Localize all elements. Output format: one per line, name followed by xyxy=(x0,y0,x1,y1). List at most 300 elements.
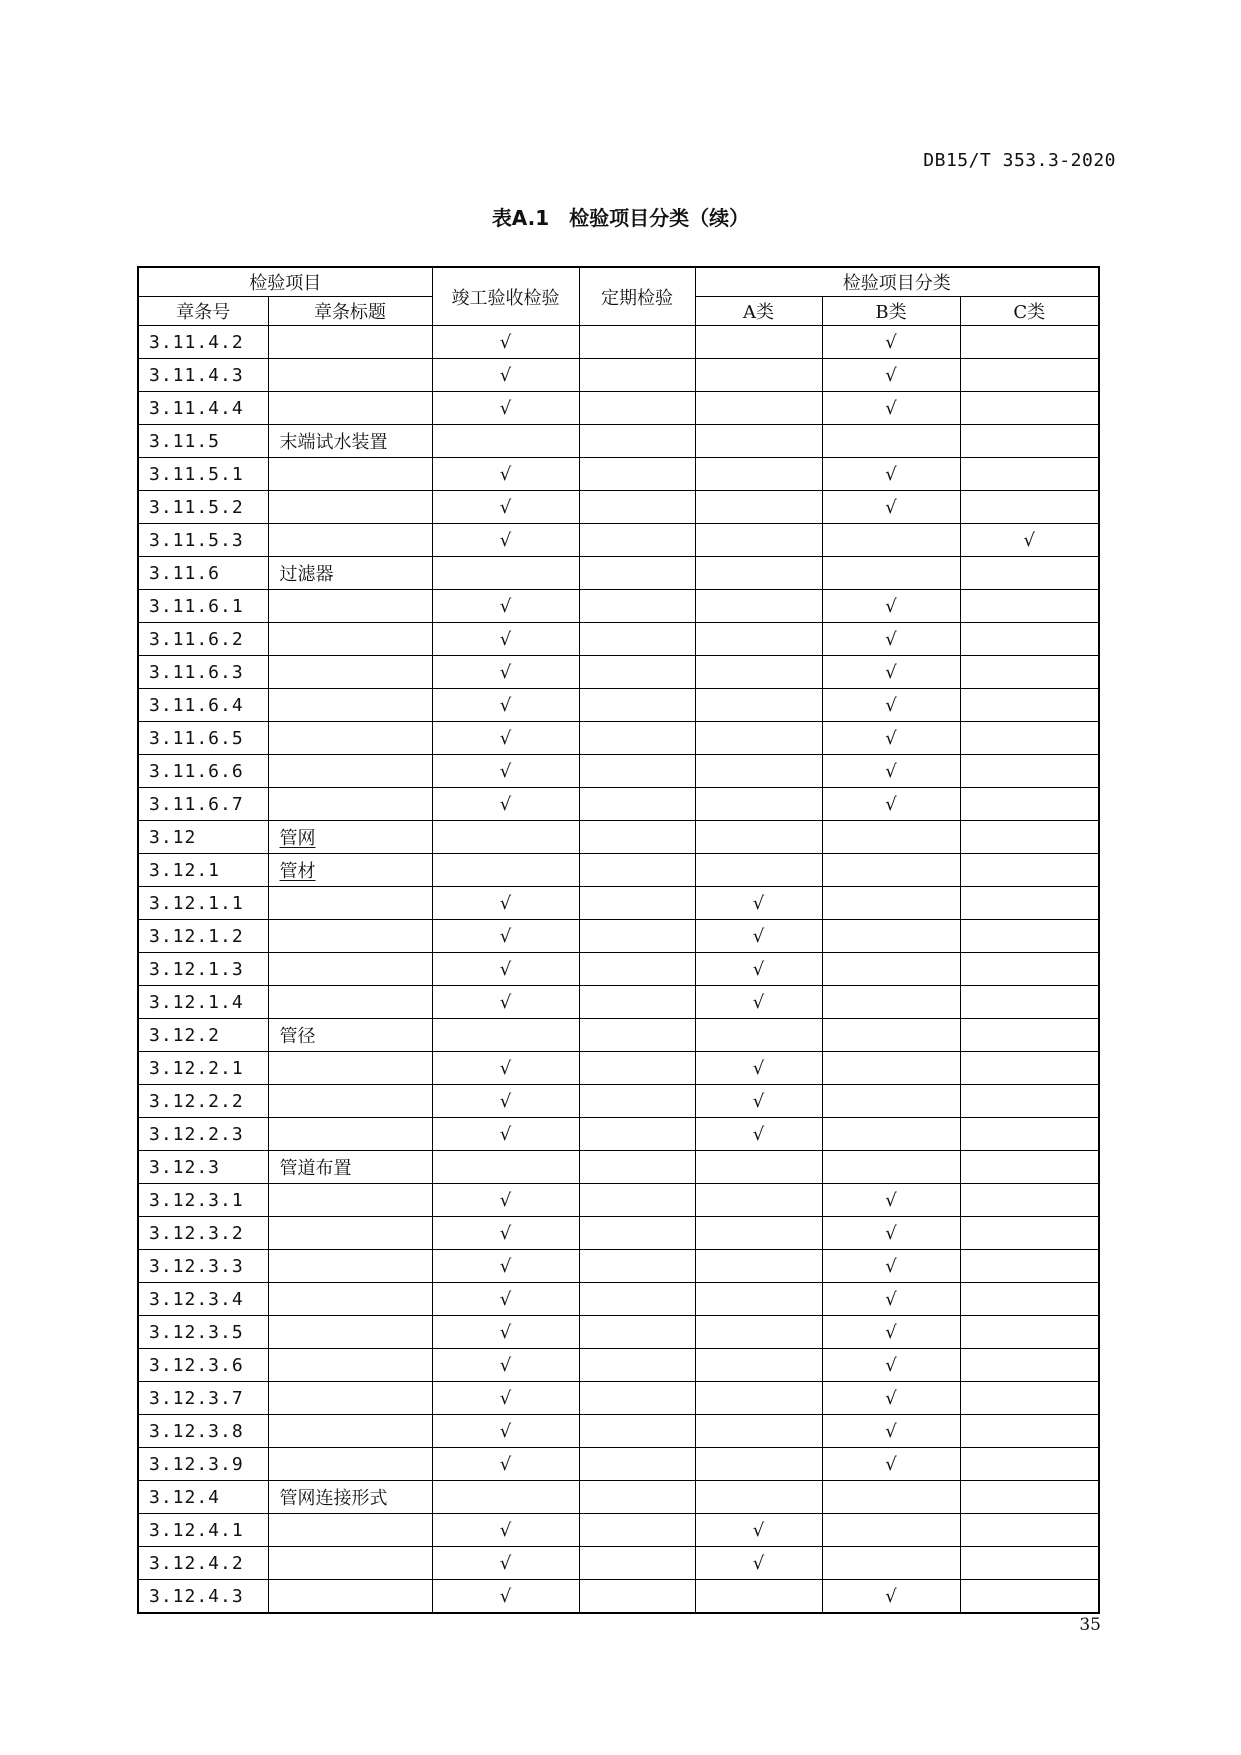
table-row xyxy=(138,1580,1099,1614)
check-mark-icon: √ xyxy=(499,727,512,749)
completion-check-cell xyxy=(432,326,579,359)
class-a-check-cell xyxy=(695,1283,822,1316)
class-b-check-cell xyxy=(822,1250,960,1283)
completion-check-cell xyxy=(432,755,579,788)
clause-title-cell xyxy=(268,1547,432,1580)
class-c-check-cell xyxy=(960,1316,1099,1349)
check-mark-icon: √ xyxy=(499,1090,512,1112)
clause-title-cell xyxy=(268,854,432,887)
clause-title-cell xyxy=(268,1415,432,1448)
check-mark-icon: √ xyxy=(499,1222,512,1244)
clause-number-cell: 3.12.2.1 xyxy=(138,1052,268,1085)
class-b-check-cell xyxy=(822,689,960,722)
check-mark-icon: √ xyxy=(885,694,897,716)
completion-check-cell xyxy=(432,359,579,392)
clause-title-cell xyxy=(268,1349,432,1382)
check-mark-icon: √ xyxy=(885,1255,897,1277)
class-a-check-cell xyxy=(695,557,822,590)
table-row xyxy=(138,1382,1099,1415)
class-a-check-cell xyxy=(695,1250,822,1283)
class-a-check-cell xyxy=(695,359,822,392)
check-mark-icon: √ xyxy=(499,661,512,683)
clause-number-cell: 3.12.4.1 xyxy=(138,1514,268,1547)
table-row xyxy=(138,1481,1099,1514)
header-classification-group: 检验项目分类 xyxy=(695,267,1099,297)
class-a-check-cell xyxy=(695,1382,822,1415)
class-a-check-cell xyxy=(695,953,822,986)
clause-number-cell: 3.11.6.3 xyxy=(138,656,268,689)
class-a-check-cell xyxy=(695,1217,822,1250)
clause-number-cell: 3.12.4.3 xyxy=(138,1580,268,1614)
class-b-check-cell xyxy=(822,458,960,491)
class-b-check-cell xyxy=(822,1283,960,1316)
completion-check-cell xyxy=(432,1217,579,1250)
class-b-check-cell xyxy=(822,491,960,524)
clause-number-cell: 3.12.3.3 xyxy=(138,1250,268,1283)
check-mark-icon: √ xyxy=(499,793,512,815)
table-row xyxy=(138,623,1099,656)
periodic-check-cell xyxy=(579,1514,695,1547)
clause-number-cell: 3.11.6.5 xyxy=(138,722,268,755)
class-c-check-cell xyxy=(960,788,1099,821)
periodic-check-cell xyxy=(579,1085,695,1118)
completion-check-cell xyxy=(432,1052,579,1085)
clause-title-cell xyxy=(268,326,432,359)
periodic-check-cell xyxy=(579,1283,695,1316)
class-c-check-cell xyxy=(960,1514,1099,1547)
completion-check-cell xyxy=(432,1382,579,1415)
completion-check-cell xyxy=(432,392,579,425)
clause-number-cell: 3.12.3.5 xyxy=(138,1316,268,1349)
class-a-check-cell xyxy=(695,392,822,425)
check-mark-icon: √ xyxy=(752,991,765,1013)
class-a-check-cell xyxy=(695,1415,822,1448)
class-b-check-cell xyxy=(822,590,960,623)
clause-number-cell: 3.12.2.3 xyxy=(138,1118,268,1151)
table-row xyxy=(138,1448,1099,1481)
check-mark-icon: √ xyxy=(499,1552,512,1574)
clause-title-cell xyxy=(268,1382,432,1415)
clause-title-cell xyxy=(268,1085,432,1118)
periodic-check-cell xyxy=(579,1184,695,1217)
clause-number-cell: 3.12.3.4 xyxy=(138,1283,268,1316)
check-mark-icon: √ xyxy=(752,958,765,980)
periodic-check-cell xyxy=(579,392,695,425)
completion-check-cell xyxy=(432,689,579,722)
header-class-c: C类 xyxy=(960,297,1099,326)
check-mark-icon: √ xyxy=(885,1585,897,1607)
completion-check-cell xyxy=(432,1118,579,1151)
completion-check-cell xyxy=(432,1514,579,1547)
clause-number-cell: 3.11.6.2 xyxy=(138,623,268,656)
clause-number-cell: 3.12.1.3 xyxy=(138,953,268,986)
class-b-check-cell xyxy=(822,524,960,557)
clause-number-cell: 3.12.3.9 xyxy=(138,1448,268,1481)
check-mark-icon: √ xyxy=(499,1354,512,1376)
class-a-check-cell xyxy=(695,986,822,1019)
periodic-check-cell xyxy=(579,920,695,953)
table-row xyxy=(138,1184,1099,1217)
table-row xyxy=(138,656,1099,689)
class-b-check-cell xyxy=(822,1316,960,1349)
clause-title-text: 管网 xyxy=(279,828,316,849)
class-b-check-cell xyxy=(822,1151,960,1184)
check-mark-icon: √ xyxy=(499,1321,512,1343)
clause-number-cell: 3.11.6.6 xyxy=(138,755,268,788)
clause-title-text: 管材 xyxy=(279,861,316,882)
check-mark-icon: √ xyxy=(885,364,897,386)
clause-title-cell xyxy=(268,1118,432,1151)
periodic-check-cell xyxy=(579,590,695,623)
check-mark-icon: √ xyxy=(885,661,897,683)
periodic-check-cell xyxy=(579,524,695,557)
clause-number-cell: 3.12.2.2 xyxy=(138,1085,268,1118)
periodic-check-cell xyxy=(579,1448,695,1481)
clause-title-cell xyxy=(268,920,432,953)
completion-check-cell xyxy=(432,920,579,953)
class-b-check-cell xyxy=(822,854,960,887)
clause-number-cell: 3.11.4.4 xyxy=(138,392,268,425)
clause-number-cell: 3.11.5.1 xyxy=(138,458,268,491)
completion-check-cell xyxy=(432,1184,579,1217)
class-a-check-cell xyxy=(695,920,822,953)
table-row xyxy=(138,722,1099,755)
check-mark-icon: √ xyxy=(885,1354,897,1376)
class-a-check-cell xyxy=(695,1481,822,1514)
completion-check-cell xyxy=(432,656,579,689)
class-c-check-cell xyxy=(960,656,1099,689)
class-b-check-cell xyxy=(822,1052,960,1085)
check-mark-icon: √ xyxy=(499,364,512,386)
class-b-check-cell xyxy=(822,656,960,689)
class-a-check-cell xyxy=(695,1184,822,1217)
completion-check-cell xyxy=(432,887,579,920)
completion-check-cell xyxy=(432,1151,579,1184)
class-b-check-cell xyxy=(822,1580,960,1614)
clause-title-cell xyxy=(268,656,432,689)
class-a-check-cell xyxy=(695,788,822,821)
class-b-check-cell xyxy=(822,359,960,392)
class-a-check-cell xyxy=(695,1349,822,1382)
clause-title-cell xyxy=(268,524,432,557)
check-mark-icon: √ xyxy=(885,727,897,749)
check-mark-icon: √ xyxy=(499,1288,512,1310)
clause-title-cell xyxy=(268,689,432,722)
periodic-check-cell xyxy=(579,722,695,755)
check-mark-icon: √ xyxy=(885,1453,897,1475)
periodic-check-cell xyxy=(579,656,695,689)
check-mark-icon: √ xyxy=(499,1123,512,1145)
clause-title-cell xyxy=(268,1184,432,1217)
completion-check-cell xyxy=(432,854,579,887)
completion-check-cell xyxy=(432,623,579,656)
completion-check-cell xyxy=(432,590,579,623)
clause-title-cell xyxy=(268,623,432,656)
check-mark-icon: √ xyxy=(752,1519,765,1541)
check-mark-icon: √ xyxy=(499,991,512,1013)
table-row xyxy=(138,1283,1099,1316)
completion-check-cell xyxy=(432,1316,579,1349)
check-mark-icon: √ xyxy=(885,1222,897,1244)
table-row xyxy=(138,458,1099,491)
completion-check-cell xyxy=(432,1448,579,1481)
table-row xyxy=(138,953,1099,986)
class-a-check-cell xyxy=(695,722,822,755)
periodic-check-cell xyxy=(579,854,695,887)
check-mark-icon: √ xyxy=(885,760,897,782)
clause-number-cell: 3.11.4.2 xyxy=(138,326,268,359)
check-mark-icon: √ xyxy=(752,892,765,914)
clause-title-cell xyxy=(268,392,432,425)
class-c-check-cell xyxy=(960,458,1099,491)
check-mark-icon: √ xyxy=(885,397,897,419)
header-class-b: B类 xyxy=(822,297,960,326)
completion-check-cell xyxy=(432,1085,579,1118)
class-b-check-cell xyxy=(822,920,960,953)
clause-title-text: 管道布置 xyxy=(279,1158,352,1179)
header-periodic-inspection: 定期检验 xyxy=(579,267,695,326)
periodic-check-cell xyxy=(579,1316,695,1349)
check-mark-icon: √ xyxy=(885,595,897,617)
periodic-check-cell xyxy=(579,359,695,392)
periodic-check-cell xyxy=(579,623,695,656)
class-a-check-cell xyxy=(695,491,822,524)
check-mark-icon: √ xyxy=(499,397,512,419)
class-b-check-cell xyxy=(822,425,960,458)
class-a-check-cell xyxy=(695,755,822,788)
table-row xyxy=(138,986,1099,1019)
periodic-check-cell xyxy=(579,326,695,359)
completion-check-cell xyxy=(432,524,579,557)
completion-check-cell xyxy=(432,1481,579,1514)
class-c-check-cell xyxy=(960,689,1099,722)
periodic-check-cell xyxy=(579,491,695,524)
check-mark-icon: √ xyxy=(885,1387,897,1409)
periodic-check-cell xyxy=(579,1019,695,1052)
check-mark-icon: √ xyxy=(499,628,512,650)
class-c-check-cell xyxy=(960,1448,1099,1481)
class-a-check-cell xyxy=(695,854,822,887)
clause-title-cell xyxy=(268,1580,432,1614)
class-c-check-cell xyxy=(960,623,1099,656)
completion-check-cell xyxy=(432,821,579,854)
class-a-check-cell xyxy=(695,458,822,491)
check-mark-icon: √ xyxy=(499,1519,512,1541)
clause-title-cell xyxy=(268,953,432,986)
class-a-check-cell xyxy=(695,1514,822,1547)
check-mark-icon: √ xyxy=(499,958,512,980)
clause-number-cell: 3.12.3.6 xyxy=(138,1349,268,1382)
clause-number-cell: 3.12.3.2 xyxy=(138,1217,268,1250)
class-b-check-cell xyxy=(822,1019,960,1052)
completion-check-cell xyxy=(432,953,579,986)
check-mark-icon: √ xyxy=(752,1552,765,1574)
table-row xyxy=(138,1316,1099,1349)
clause-title-cell xyxy=(268,1283,432,1316)
completion-check-cell xyxy=(432,1547,579,1580)
check-mark-icon: √ xyxy=(885,463,897,485)
clause-title-cell xyxy=(268,458,432,491)
table-row xyxy=(138,1547,1099,1580)
table-body xyxy=(138,326,1099,1614)
class-c-check-cell xyxy=(960,986,1099,1019)
table-title: 表A.1 检验项目分类（续） xyxy=(491,206,750,230)
table-row xyxy=(138,755,1099,788)
class-c-check-cell xyxy=(960,920,1099,953)
class-a-check-cell xyxy=(695,1151,822,1184)
table-row xyxy=(138,491,1099,524)
page-number: 35 xyxy=(1079,1615,1101,1635)
table-row xyxy=(138,821,1099,854)
header-completion-inspection: 竣工验收检验 xyxy=(432,267,579,326)
clause-title-cell xyxy=(268,1250,432,1283)
class-a-check-cell xyxy=(695,1052,822,1085)
class-a-check-cell xyxy=(695,656,822,689)
class-b-check-cell xyxy=(822,953,960,986)
check-mark-icon: √ xyxy=(885,793,897,815)
clause-title-cell xyxy=(268,1019,432,1052)
check-mark-icon: √ xyxy=(885,331,897,353)
class-c-check-cell xyxy=(960,1085,1099,1118)
clause-number-cell: 3.12 xyxy=(138,821,268,854)
periodic-check-cell xyxy=(579,1151,695,1184)
class-b-check-cell xyxy=(822,821,960,854)
periodic-check-cell xyxy=(579,1415,695,1448)
check-mark-icon: √ xyxy=(885,1321,897,1343)
clause-title-cell xyxy=(268,1448,432,1481)
clause-title-cell xyxy=(268,1514,432,1547)
class-c-check-cell xyxy=(960,557,1099,590)
check-mark-icon: √ xyxy=(499,1255,512,1277)
periodic-check-cell xyxy=(579,1118,695,1151)
periodic-check-cell xyxy=(579,1250,695,1283)
header-clause-title: 章条标题 xyxy=(268,297,432,326)
class-b-check-cell xyxy=(822,1184,960,1217)
class-a-check-cell xyxy=(695,1118,822,1151)
class-c-check-cell xyxy=(960,1580,1099,1614)
class-b-check-cell xyxy=(822,1547,960,1580)
class-a-check-cell xyxy=(695,1085,822,1118)
clause-title-cell xyxy=(268,755,432,788)
check-mark-icon: √ xyxy=(499,463,512,485)
table-row xyxy=(138,1052,1099,1085)
class-c-check-cell xyxy=(960,1019,1099,1052)
class-b-check-cell xyxy=(822,722,960,755)
clause-number-cell: 3.11.5.3 xyxy=(138,524,268,557)
clause-number-cell: 3.12.1.2 xyxy=(138,920,268,953)
clause-title-cell xyxy=(268,986,432,1019)
class-c-check-cell xyxy=(960,392,1099,425)
class-c-check-cell xyxy=(960,524,1099,557)
table-row xyxy=(138,920,1099,953)
clause-title-cell xyxy=(268,1052,432,1085)
table-row xyxy=(138,590,1099,623)
class-c-check-cell xyxy=(960,491,1099,524)
class-a-check-cell xyxy=(695,326,822,359)
table-row xyxy=(138,1514,1099,1547)
table-row xyxy=(138,1250,1099,1283)
class-c-check-cell xyxy=(960,1118,1099,1151)
check-mark-icon: √ xyxy=(752,1123,765,1145)
table-row xyxy=(138,1349,1099,1382)
check-mark-icon: √ xyxy=(499,892,512,914)
clause-number-cell: 3.12.3.7 xyxy=(138,1382,268,1415)
table-row xyxy=(138,359,1099,392)
clause-title-text: 管网连接形式 xyxy=(279,1488,388,1509)
clause-title-cell xyxy=(268,491,432,524)
class-a-check-cell xyxy=(695,524,822,557)
class-c-check-cell xyxy=(960,1481,1099,1514)
check-mark-icon: √ xyxy=(499,1585,512,1607)
check-mark-icon: √ xyxy=(885,1288,897,1310)
header-class-a: A类 xyxy=(695,297,822,326)
class-a-check-cell xyxy=(695,1448,822,1481)
table-row xyxy=(138,1415,1099,1448)
check-mark-icon: √ xyxy=(499,925,512,947)
class-c-check-cell xyxy=(960,590,1099,623)
document-code: DB15/T 353.3-2020 xyxy=(923,150,1116,171)
completion-check-cell xyxy=(432,491,579,524)
class-b-check-cell xyxy=(822,557,960,590)
table-row xyxy=(138,1118,1099,1151)
periodic-check-cell xyxy=(579,1481,695,1514)
periodic-check-cell xyxy=(579,755,695,788)
table-row xyxy=(138,1151,1099,1184)
completion-check-cell xyxy=(432,425,579,458)
class-b-check-cell xyxy=(822,623,960,656)
class-b-check-cell xyxy=(822,788,960,821)
class-a-check-cell xyxy=(695,1019,822,1052)
completion-check-cell xyxy=(432,1349,579,1382)
check-mark-icon: √ xyxy=(499,1387,512,1409)
class-c-check-cell xyxy=(960,1151,1099,1184)
class-a-check-cell xyxy=(695,1547,822,1580)
completion-check-cell xyxy=(432,1250,579,1283)
table-row xyxy=(138,557,1099,590)
clause-title-cell xyxy=(268,425,432,458)
periodic-check-cell xyxy=(579,1052,695,1085)
table-row xyxy=(138,425,1099,458)
class-c-check-cell xyxy=(960,1184,1099,1217)
class-c-check-cell xyxy=(960,1052,1099,1085)
clause-number-cell: 3.11.6.1 xyxy=(138,590,268,623)
table-row xyxy=(138,1019,1099,1052)
class-b-check-cell xyxy=(822,1217,960,1250)
periodic-check-cell xyxy=(579,458,695,491)
class-a-check-cell xyxy=(695,821,822,854)
check-mark-icon: √ xyxy=(499,1420,512,1442)
periodic-check-cell xyxy=(579,1580,695,1614)
clause-number-cell: 3.11.4.3 xyxy=(138,359,268,392)
check-mark-icon: √ xyxy=(752,1090,765,1112)
class-b-check-cell xyxy=(822,1085,960,1118)
check-mark-icon: √ xyxy=(499,529,512,551)
check-mark-icon: √ xyxy=(885,628,897,650)
class-b-check-cell xyxy=(822,392,960,425)
table-row xyxy=(138,1217,1099,1250)
clause-number-cell: 3.11.5 xyxy=(138,425,268,458)
class-c-check-cell xyxy=(960,1283,1099,1316)
clause-title-cell xyxy=(268,887,432,920)
class-b-check-cell xyxy=(822,1514,960,1547)
clause-title-text: 过滤器 xyxy=(279,564,334,585)
class-c-check-cell xyxy=(960,1217,1099,1250)
inspection-classification-table xyxy=(137,266,1100,1614)
clause-title-cell xyxy=(268,590,432,623)
clause-title-text: 管径 xyxy=(279,1026,316,1047)
class-c-check-cell xyxy=(960,755,1099,788)
clause-number-cell: 3.12.4.2 xyxy=(138,1547,268,1580)
